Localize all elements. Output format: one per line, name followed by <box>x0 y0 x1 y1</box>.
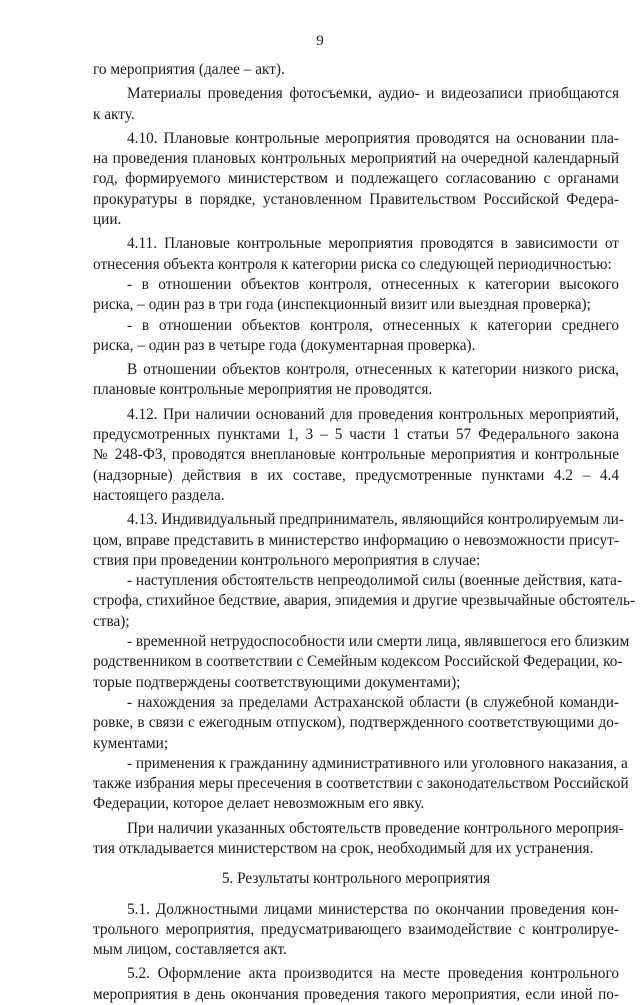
text-line: го мероприятия (далее – акт). <box>93 61 285 78</box>
text-line: 4.10. Плановые контрольные мероприятия проводятся на основании пла- <box>127 129 619 147</box>
text-line: на проведения плановых контрольных мероприятий на очередной календарный <box>93 150 619 168</box>
page-number: 9 <box>316 33 324 49</box>
text-line: ровке, в связи с ежегодным отпуском), подтвержденного соответствующими до- <box>93 714 619 732</box>
text-line: 4.12. При наличии оснований для проведения контрольных мероприятий, <box>127 405 619 423</box>
text-line: 4.11. Плановые контрольные мероприятия проводятся в зависимости от <box>127 235 619 253</box>
text-line: отнесения объекта контроля к категории риска со следующей периодичностью: <box>93 255 612 273</box>
text-line: Федерации, которое делает невозможным его явку. <box>93 795 425 813</box>
document-body <box>93 60 636 1005</box>
text-line: торые подтверждены соответствующими документами); <box>93 673 461 691</box>
text-line: ствия при проведении контрольного мероприятия в случае: <box>93 551 481 569</box>
text-line: к акту. <box>93 105 135 123</box>
section-heading: 5. Результаты контрольного мероприятия <box>221 870 491 888</box>
text-line: родственником в соответствии с Семейным кодексом Российской Федерации, ко- <box>93 653 623 671</box>
text-line: 5.2. Оформление акта производится на месте проведения контрольного <box>127 965 619 983</box>
text-line: - в отношении объектов контроля, отнесенных к категории высокого <box>127 275 619 293</box>
text-line: № 248-ФЗ, проводятся внеплановые контрольные мероприятия и контрольные <box>93 446 619 464</box>
text-line: также избрания меры пресечения в соответствии с законодательством Российской <box>93 775 629 793</box>
text-line: - нахождения за пределами Астраханской области (в служебной команди- <box>127 693 619 711</box>
text-line: риска, – один раз в три года (инспекционный визит или выездная проверка); <box>93 296 591 314</box>
text-line: прокуратуры в порядке, установленном Правительством Российской Федера- <box>93 190 619 208</box>
text-line: тия откладывается министерством на срок, необходимый для их устранения. <box>93 839 594 857</box>
text-line: - наступления обстоятельств непреодолимой силы (военные действия, ката- <box>127 572 623 590</box>
text-line: риска, – один раз в четыре года (документарная проверка). <box>93 336 476 354</box>
text-line: (надзорные) действия в их составе, предусмотренные пунктами 4.2 – 4.4 <box>93 466 619 484</box>
text-line: строфа, стихийное бедствие, авария, эпидемия и другие чрезвычайные обстоятель- <box>93 592 636 610</box>
text-line: кументами; <box>93 734 169 752</box>
paragraph-gap <box>93 859 619 869</box>
text-line: - в отношении объектов контроля, отнесенных к категории среднего <box>127 316 619 334</box>
text-line: плановые контрольные мероприятия не проводятся. <box>93 381 433 399</box>
text-line: ства); <box>93 612 130 630</box>
text-line: мероприятия в день окончания проведения такого мероприятия, если иной по- <box>93 985 619 1003</box>
text-line: ции. <box>93 211 122 229</box>
text-line: трольного мероприятия, предусматривающего взаимодействие с контролируе- <box>93 920 619 938</box>
text-line: В отношении объектов контроля, отнесенных к категории низкого риска, <box>127 361 619 379</box>
text-line: - временной нетрудоспособности или смерти лица, являвшегося его близким <box>127 633 630 651</box>
text-line: 5.1. Должностными лицами министерства по окончании проведения кон- <box>127 900 619 918</box>
text-line: год, формируемого министерством и подлежащего согласованию с органами <box>93 170 619 188</box>
text-line: Материалы проведения фотосъемки, аудио- и видеозаписи приобщаются <box>127 85 619 103</box>
paragraph-gap <box>93 890 619 900</box>
text-line: - применения к гражданину административного или уголовного наказания, а <box>127 754 628 772</box>
text-line: 4.13. Индивидуальный предприниматель, являющийся контролируемым ли- <box>127 511 624 529</box>
text-line: предусмотренных пунктами 1, 3 – 5 части 1 статьи 57 Федерального закона <box>93 426 619 444</box>
text-line: настоящего раздела. <box>93 486 225 504</box>
text-line: При наличии указанных обстоятельств проведение контрольного мероприя- <box>127 819 624 837</box>
text-line: цом, вправе представить в министерство информацию о невозможности присут- <box>93 531 619 549</box>
text-line: мым лицом, составляется акт. <box>93 941 287 959</box>
